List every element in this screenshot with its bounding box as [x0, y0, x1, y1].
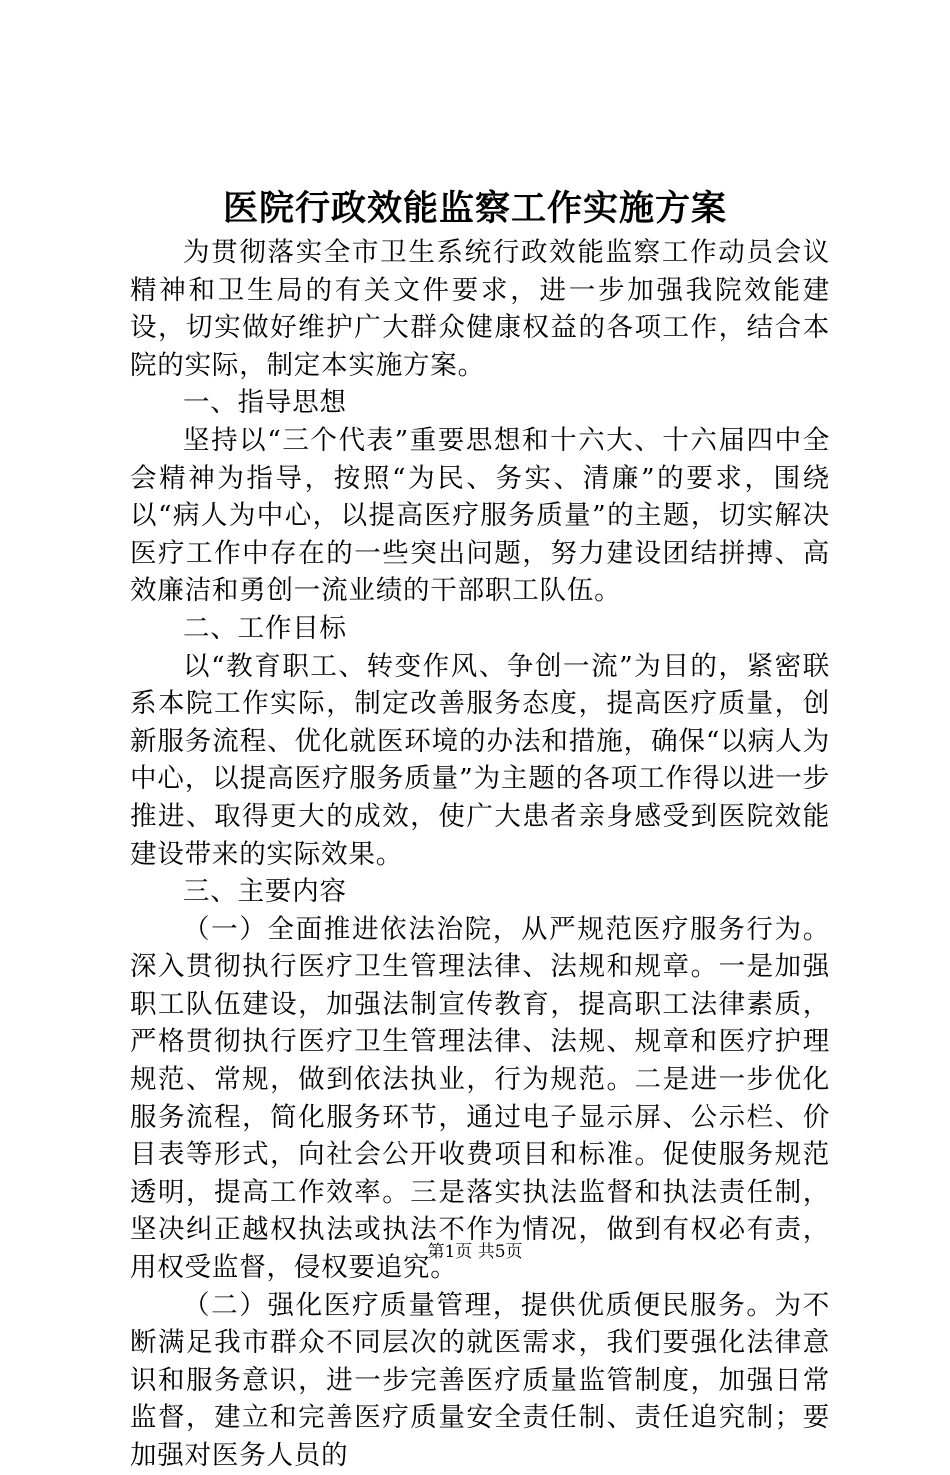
section-heading-work-goals: 二、工作目标 — [183, 612, 347, 644]
main-content-paragraph-2: （二）强化医疗质量管理，提供优质便民服务。为不断满足我市群众不同层次的就医需求，我们要强化法律意识和服务意识，进一步完善医疗质量监管制度，加强日常监督，建立和完善医疗质量安全责任制、责任追究制；要加强对医务人员的 — [130, 1289, 830, 1471]
section-heading-main-content: 三、主要内容 — [183, 876, 347, 908]
guiding-ideology-paragraph: 坚持以“三个代表”重要思想和十六大、十六届四中全会精神为指导，按照“为民、务实、清廉”的要求，围绕以“病人为中心，以提高医疗服务质量”的主题，切实解决医疗工作中存在的一些突出问题，努力建设团结拼搏、高效廉洁和勇创一流业绩的干部职工队伍。 — [130, 424, 830, 607]
page-number-footer: 第1页 共5页 — [427, 1242, 523, 1262]
intro-paragraph: 为贯彻落实全市卫生系统行政效能监察工作动员会议精神和卫生局的有关文件要求，进一步加强我院效能建设，切实做好维护广大群众健康权益的各项工作，结合本院的实际，制定本实施方案。 — [130, 237, 830, 381]
document-body — [130, 234, 830, 1475]
work-goals-paragraph: 以“教育职工、转变作风、争创一流”为目的，紧密联系本院工作实际，制定改善服务态度，提高医疗质量，创新服务流程、优化就医环境的办法和措施，确保“以病人为中心，以提高医疗服务质量”为主题的各项工作得以进一步推进、取得更大的成效，使广大患者亲身感受到医院效能建设带来的实际效果。 — [130, 650, 830, 870]
document-title: 医院行政效能监察工作实施方案 — [222, 188, 727, 229]
section-heading-guiding-ideology: 一、指导思想 — [183, 387, 347, 419]
main-content-paragraph-1: （一）全面推进依法治院，从严规范医疗服务行为。深入贯彻执行医疗卫生管理法律、法规和规章。一是加强职工队伍建设，加强法制宣传教育，提高职工法律素质，严格贯彻执行医疗卫生管理法律、法规、规章和医疗护理规范、常规，做到依法执业，行为规范。二是进一步优化服务流程，简化服务环节，通过电子显示屏、公示栏、价目表等形式，向社会公开收费项目和标准。促使服务规范透明，提高工作效率。三是落实执法监督和执法责任制，坚决纠正越权执法或执法不作为情况，做到有权必有责，用权受监督，侵权要追究。 — [130, 913, 830, 1284]
